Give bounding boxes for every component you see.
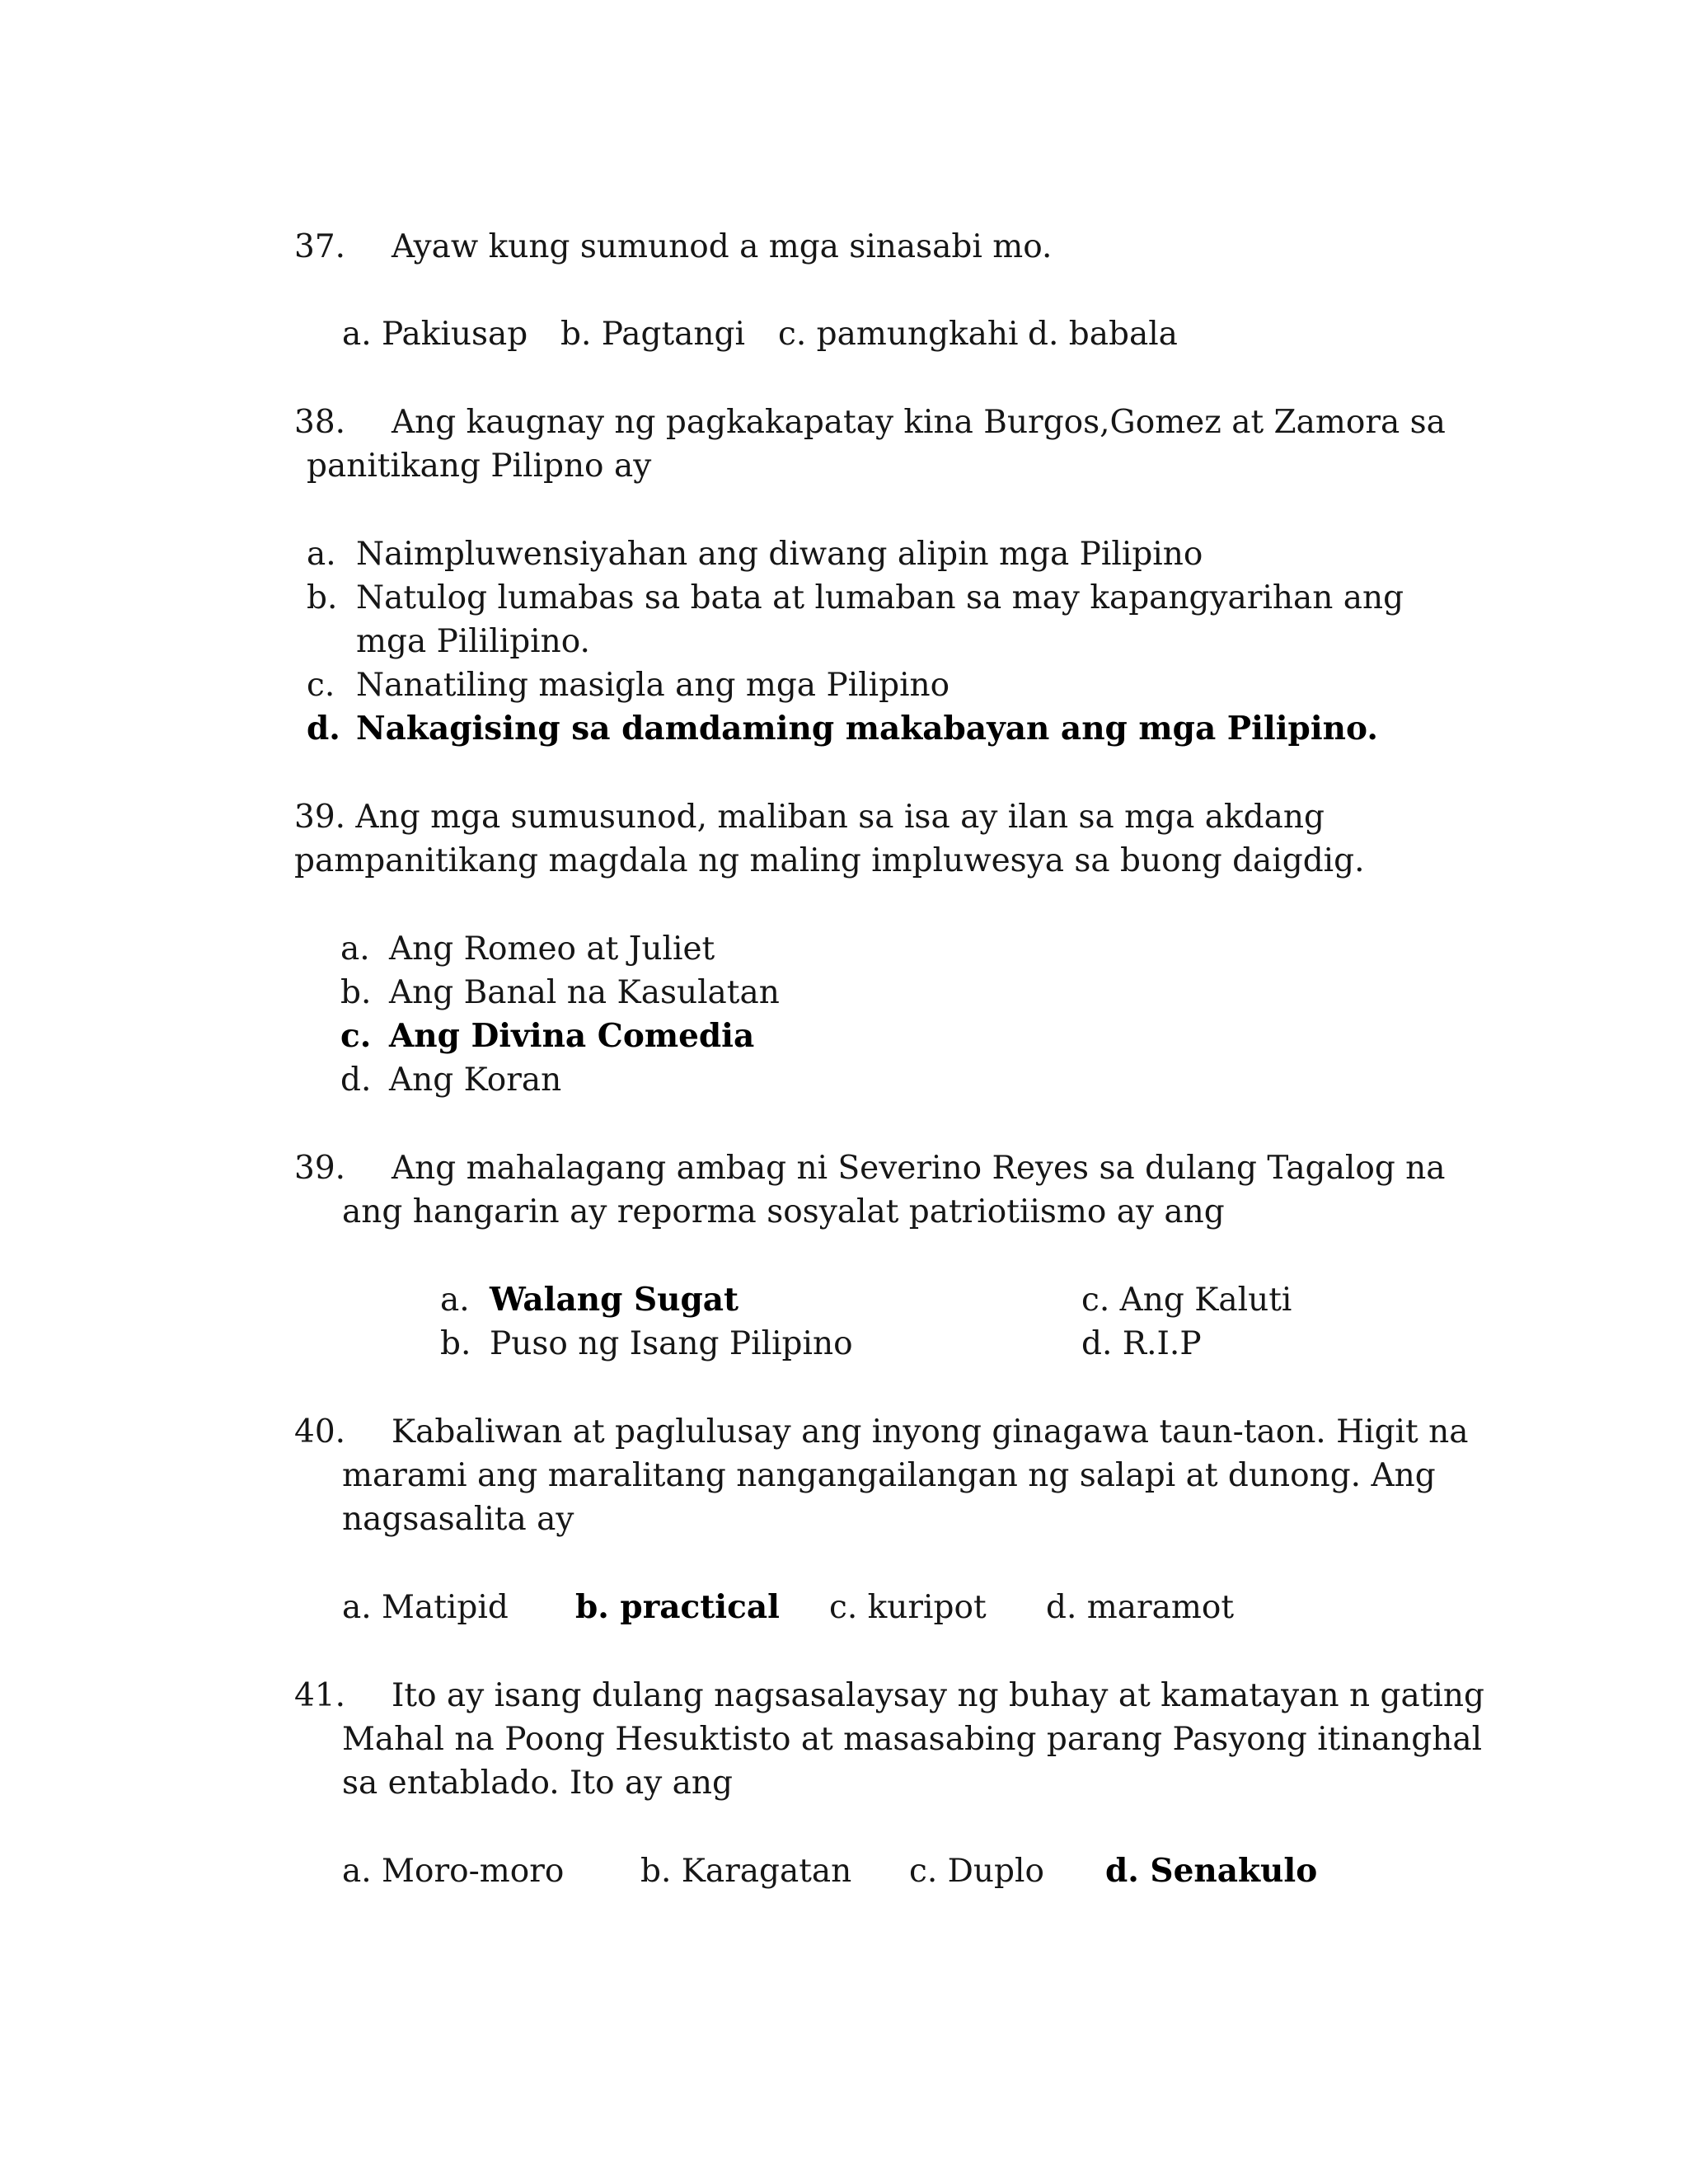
option-a: Ang Romeo at Juliet — [389, 930, 715, 968]
option-c: c. Ang Kaluti — [1081, 1282, 1292, 1319]
option-d: d. R.I.P — [1081, 1325, 1202, 1362]
option-a: Naimpluwensiyahan ang diwang alipin mga Pilipino — [356, 536, 1203, 573]
question-number: 41. — [294, 1677, 346, 1714]
option-d-letter: d. — [340, 1062, 372, 1099]
option-a-answer: Walang Sugat — [490, 1281, 739, 1319]
option-b-answer: b. practical — [575, 1588, 780, 1626]
option-b-letter: b. — [340, 974, 372, 1011]
question-text: Ito ay isang dulang nagsasalaysay ng buhay at kamatayan n gating — [392, 1677, 1484, 1714]
option-b: b. Karagatan — [640, 1853, 852, 1890]
option-d: d. babala — [1028, 316, 1178, 353]
question-text: Ayaw kung sumunod a mga sinasabi mo. — [392, 228, 1053, 265]
question-text: Ang mahalagang ambag ni Severino Reyes sa dulang Tagalog na — [392, 1150, 1446, 1187]
option-b-letter: b. — [440, 1325, 471, 1362]
option-a: a. Matipid — [342, 1589, 509, 1626]
option-c-answer: Ang Divina Comedia — [389, 1017, 755, 1055]
question-text-cont: Mahal na Poong Hesuktisto at masasabing parang Pasyong itinanghal — [342, 1721, 1483, 1758]
option-c: Nanatiling masigla ang mga Pilipino — [356, 667, 950, 704]
option-b: Puso ng Isang Pilipino — [490, 1325, 853, 1362]
option-b: Natulog lumabas sa bata at lumaban sa may kapangyarihan ang — [356, 579, 1404, 616]
option-c-letter: c. — [340, 1017, 372, 1055]
question-text-cont: marami ang maralitang nangangailangan ng salapi at dunong. Ang — [342, 1457, 1436, 1494]
option-c: c. pamungkahi — [778, 316, 1019, 353]
question-text-cont: pampanitikang magdala ng maling impluwesya sa buong daigdig. — [294, 842, 1365, 879]
option-d: Ang Koran — [389, 1062, 562, 1099]
option-d-letter: d. — [307, 710, 340, 748]
option-a: a. Pakiusap — [342, 316, 528, 353]
option-b: Ang Banal na Kasulatan — [389, 974, 780, 1011]
option-b-cont: mga Pililipino. — [356, 623, 590, 660]
question-text: Kabaliwan at paglulusay ang inyong ginagawa taun-taon. Higit na — [392, 1413, 1469, 1451]
question-number: 37. — [294, 228, 346, 265]
option-a-letter: a. — [307, 536, 336, 573]
option-c-letter: c. — [307, 667, 335, 704]
option-b: b. Pagtangi — [560, 316, 745, 353]
question-text-cont: nagsasalita ay — [342, 1501, 574, 1538]
option-a-letter: a. — [340, 930, 370, 968]
question-text: Ang kaugnay ng pagkakapatay kina Burgos,Gomez at Zamora sa — [392, 404, 1446, 441]
question-text-cont: panitikang Pilipno ay — [307, 448, 652, 485]
question-number: 38. — [294, 404, 346, 441]
option-a-letter: a. — [440, 1282, 470, 1319]
option-a: a. Moro-moro — [342, 1853, 565, 1890]
question-text-cont: sa entablado. Ito ay ang — [342, 1765, 733, 1802]
question-text-cont: ang hangarin ay reporma sosyalat patriotiismo ay ang — [342, 1193, 1225, 1230]
option-d-answer: d. Senakulo — [1105, 1852, 1318, 1890]
option-d: d. maramot — [1046, 1589, 1235, 1626]
question-number: 40. — [294, 1413, 346, 1451]
question-text: 39. Ang mga sumusunod, maliban sa isa ay ilan sa mga akdang — [294, 799, 1325, 836]
question-number: 39. — [294, 1150, 346, 1187]
option-d-answer: Nakagising sa damdaming makabayan ang mga Pilipino. — [356, 710, 1378, 748]
option-c: c. Duplo — [909, 1853, 1044, 1890]
option-b-letter: b. — [307, 579, 338, 616]
option-c: c. kuripot — [829, 1589, 987, 1626]
